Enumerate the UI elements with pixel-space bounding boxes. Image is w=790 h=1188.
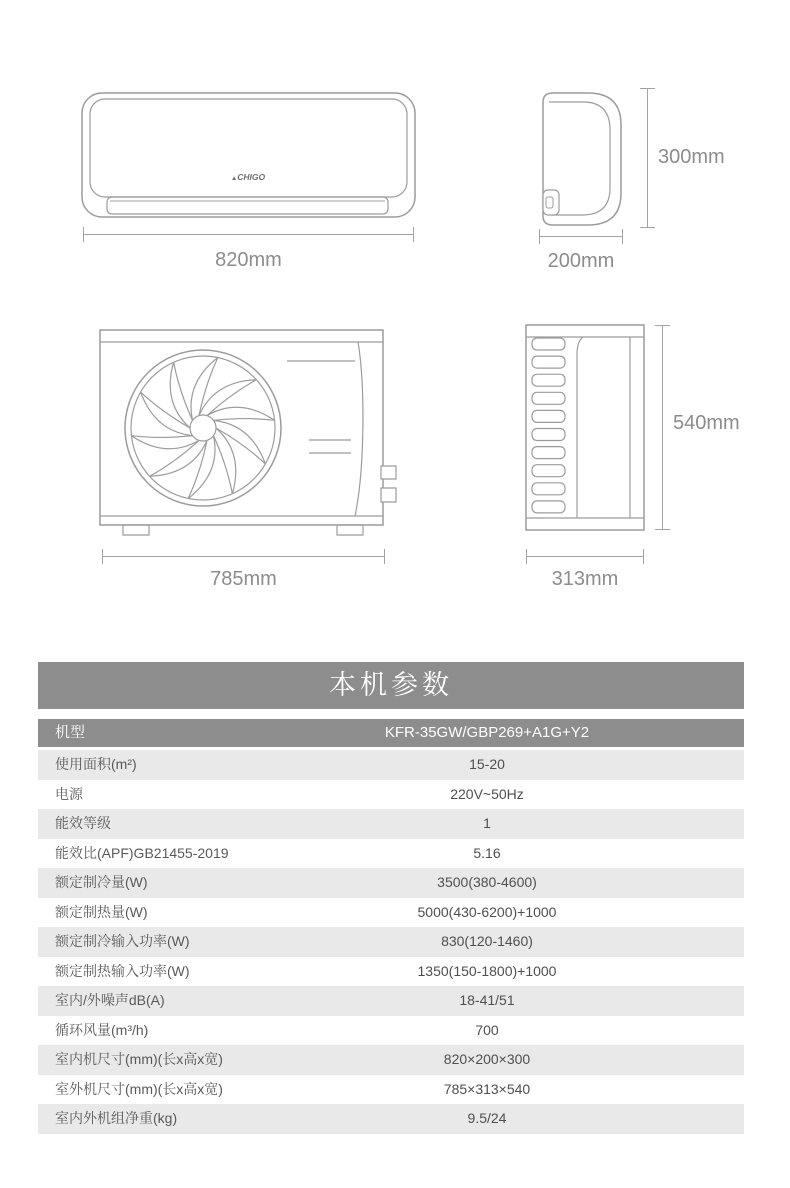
outdoor-depth-dim-label: 313mm — [551, 568, 619, 590]
spec-label: 能效等级 — [55, 815, 111, 831]
indoor-depth-dim-label: 200mm — [547, 250, 615, 272]
indoor-unit-front-drawing — [80, 91, 417, 221]
spec-value: KFR-35GW/GBP269+A1G+Y2 — [384, 724, 590, 741]
spec-label: 室外机尺寸(mm)(长x高x宽) — [55, 1080, 223, 1097]
spec-label: 室内机尺寸(mm)(长x高x宽) — [55, 1051, 223, 1067]
spec-label: 电源 — [55, 785, 83, 802]
outdoor-side-vent-slots — [532, 338, 565, 513]
spec-value: 1350(150-1800)+1000 — [417, 962, 557, 979]
spec-row — [38, 780, 744, 810]
fan-blades — [131, 358, 274, 499]
outdoor-front-side-curve — [355, 342, 363, 516]
spec-label: 额定制热量(W) — [55, 903, 148, 920]
spec-row — [38, 1016, 744, 1046]
indoor-height-dim-line — [647, 88, 648, 228]
fan-hub — [190, 415, 216, 441]
spec-value: 3500(380-4600) — [437, 874, 537, 890]
spec-row — [38, 1104, 744, 1134]
spec-row — [38, 809, 744, 839]
outdoor-width-dim-label: 785mm — [210, 568, 277, 590]
indoor-width-dim-line — [83, 234, 414, 235]
outdoor-valve-upper — [381, 466, 396, 479]
outdoor-foot-right — [337, 525, 363, 535]
spec-row-model — [38, 719, 744, 747]
spec-value: 18-41/51 — [459, 992, 515, 1008]
spec-row — [38, 750, 744, 780]
spec-label: 机型 — [55, 724, 86, 741]
outdoor-valve-lower — [381, 488, 396, 502]
fan-rim-inner — [131, 356, 275, 500]
spec-row — [38, 927, 744, 957]
spec-row — [38, 839, 744, 869]
chigo-logo: ▲CHIGO — [230, 172, 266, 182]
spec-row — [38, 957, 744, 987]
spec-value: 9.5/24 — [467, 1110, 507, 1126]
spec-label: 能效比(APF)GB21455-2019 — [55, 844, 229, 861]
indoor-front-panel — [90, 99, 407, 197]
indoor-front-vent — [107, 197, 388, 214]
spec-row — [38, 1045, 744, 1075]
spec-row — [38, 898, 744, 928]
outdoor-height-dim-line — [662, 325, 663, 530]
spec-label: 使用面积(m²) — [55, 756, 137, 772]
indoor-width-dim-label: 820mm — [215, 249, 282, 271]
outdoor-width-dim-line — [102, 556, 385, 557]
spec-row — [38, 868, 744, 898]
outdoor-unit-side-drawing — [524, 323, 648, 537]
spec-row — [38, 1075, 744, 1105]
indoor-height-dim-label: 300mm — [658, 146, 725, 168]
spec-value: 1 — [483, 815, 491, 831]
indoor-side-drain-box — [543, 190, 559, 215]
outdoor-unit-front-drawing — [97, 328, 399, 540]
spec-value: 830(120-1460) — [441, 933, 533, 949]
fan-rim-outer — [125, 350, 281, 506]
spec-value: 820×200×300 — [443, 1051, 531, 1067]
indoor-depth-dim-line — [539, 236, 623, 237]
spec-table — [38, 719, 744, 1134]
spec-row — [38, 986, 744, 1016]
spec-label: 额定制热输入功率(W) — [55, 962, 190, 979]
indoor-unit-side-drawing — [538, 89, 630, 231]
spec-label: 室内/外噪声dB(A) — [55, 992, 165, 1008]
spec-value: 15-20 — [469, 756, 505, 772]
spec-label: 室内外机组净重(kg) — [55, 1110, 178, 1126]
spec-value: 785×313×540 — [443, 1080, 531, 1097]
outdoor-depth-dim-line — [526, 556, 644, 557]
spec-table-title: 本机参数 — [38, 662, 744, 709]
spec-label: 额定制冷量(W) — [55, 874, 148, 890]
outdoor-side-curve-line — [577, 337, 583, 518]
outdoor-height-dim-label: 540mm — [673, 412, 740, 434]
spec-value: 220V~50Hz — [450, 785, 524, 802]
outdoor-foot-left — [123, 525, 149, 535]
indoor-front-outline — [82, 93, 415, 217]
spec-value: 5000(430-6200)+1000 — [417, 903, 557, 920]
spec-label: 额定制冷输入功率(W) — [55, 933, 190, 949]
spec-value: 700 — [475, 1021, 499, 1038]
spec-label: 循环风量(m³/h) — [55, 1021, 149, 1038]
spec-value: 5.16 — [473, 844, 501, 861]
